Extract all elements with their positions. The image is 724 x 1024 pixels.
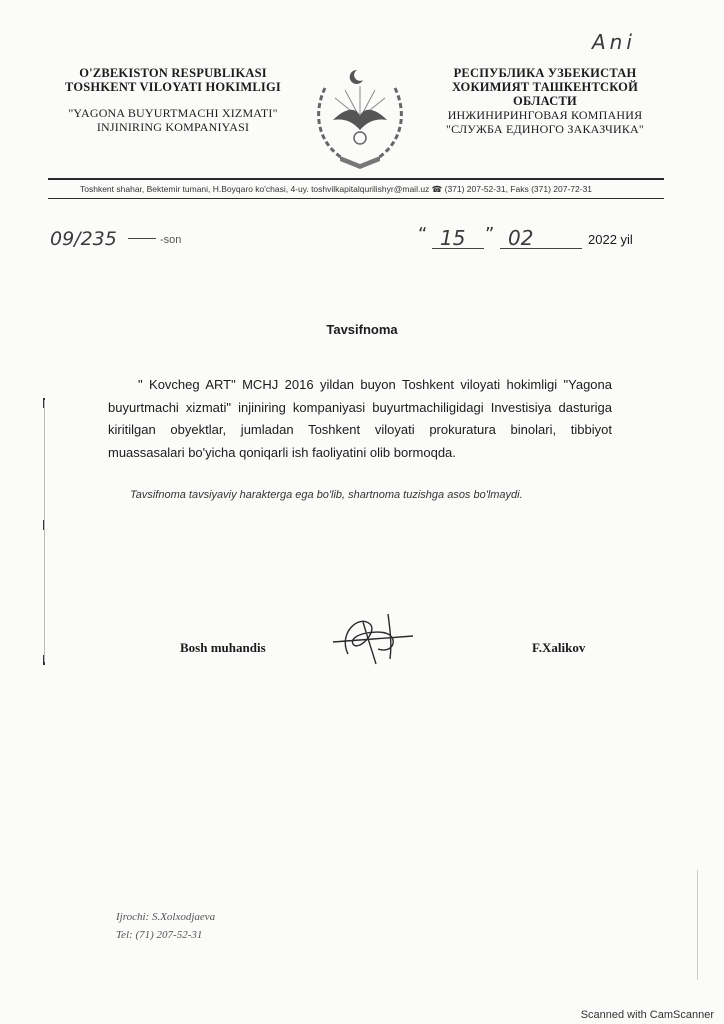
date-month-underline <box>500 248 582 249</box>
header-left-line2: TOSHKENT VILOYATI HOKIMLIGI <box>65 80 281 94</box>
margin-line <box>44 400 45 662</box>
document-note: Tavsifnoma tavsiyaviy harakterga ega bo'lib, shartnoma tuzishga asos bo'lmaydi. <box>130 489 523 501</box>
date-month: 02 <box>508 226 534 250</box>
signature-name: F.Xalikov <box>532 640 586 655</box>
document-title: Tavsifnoma <box>326 322 398 337</box>
header-right-line5: "СЛУЖБА ЕДИНОГО ЗАКАЗЧИКА" <box>445 122 645 136</box>
handwritten-signature <box>318 604 418 670</box>
date-day-underline <box>432 248 484 249</box>
date-quote-close: ” <box>485 224 495 245</box>
date-day: 15 <box>440 226 466 250</box>
reference-number: 09/235 <box>50 228 117 250</box>
header-left-line1: O'ZBEKISTON RESPUBLIKASI <box>79 66 267 80</box>
reference-suffix: -son <box>160 234 182 246</box>
header-left-line3: "YAGONA BUYURTMACHI XIZMATI" <box>68 106 278 120</box>
letterhead-right <box>425 66 665 136</box>
date-year: 2022 yil <box>588 232 633 247</box>
reference-underline <box>128 238 156 239</box>
executor-name: Ijrochi: S.Xolxodjaeva <box>116 911 216 923</box>
state-emblem <box>305 58 415 170</box>
scanner-watermark: Scanned with CamScanner <box>580 1009 714 1021</box>
header-left-line4: INJINIRING KOMPANIYASI <box>96 120 250 134</box>
document-body: " Kovcheg ART" MCHJ 2016 yildan buyon Toshkent viloyati hokimligi "Yagona buyurtmachi xizmati" injiniring kompaniyasi buyurtmachiligidagi Investisiya dasturiga kiritilgan obyektlar, jumladan Toshkent viloyati prokuratura binolari, tibbiyot muassasalari bo'yicha qoniqarli ish faoliyatini olib bormoqda. <box>108 377 612 460</box>
header-right-line3: ОБЛАСТИ <box>513 94 577 108</box>
header-right-line1: РЕСПУБЛИКА УЗБЕКИСТАН <box>453 66 637 80</box>
corner-note: Ani <box>592 30 636 54</box>
header-rule-bottom <box>48 198 664 199</box>
address-line: Toshkent shahar, Bektemir tumani, H.Boyqaro ko'chasi, 4-uy. toshvilkapitalqurilishyr@mail.uz ☎ (371) 207-52-31, Faks (371) 207-72-31 <box>80 184 593 194</box>
scan-edge-line <box>697 870 698 980</box>
header-rule-top <box>48 178 664 180</box>
letterhead-left <box>48 66 298 134</box>
date-quote-open: “ <box>418 224 428 245</box>
header-right-line4: ИНЖИНИРИНГОВАЯ КОМПАНИЯ <box>447 108 643 122</box>
signature-title: Bosh muhandis <box>180 640 266 655</box>
header-right-line2: ХОКИМИЯТ ТАШКЕНТСКОЙ <box>451 80 639 94</box>
executor-phone: Tel: (71) 207-52-31 <box>116 929 203 941</box>
